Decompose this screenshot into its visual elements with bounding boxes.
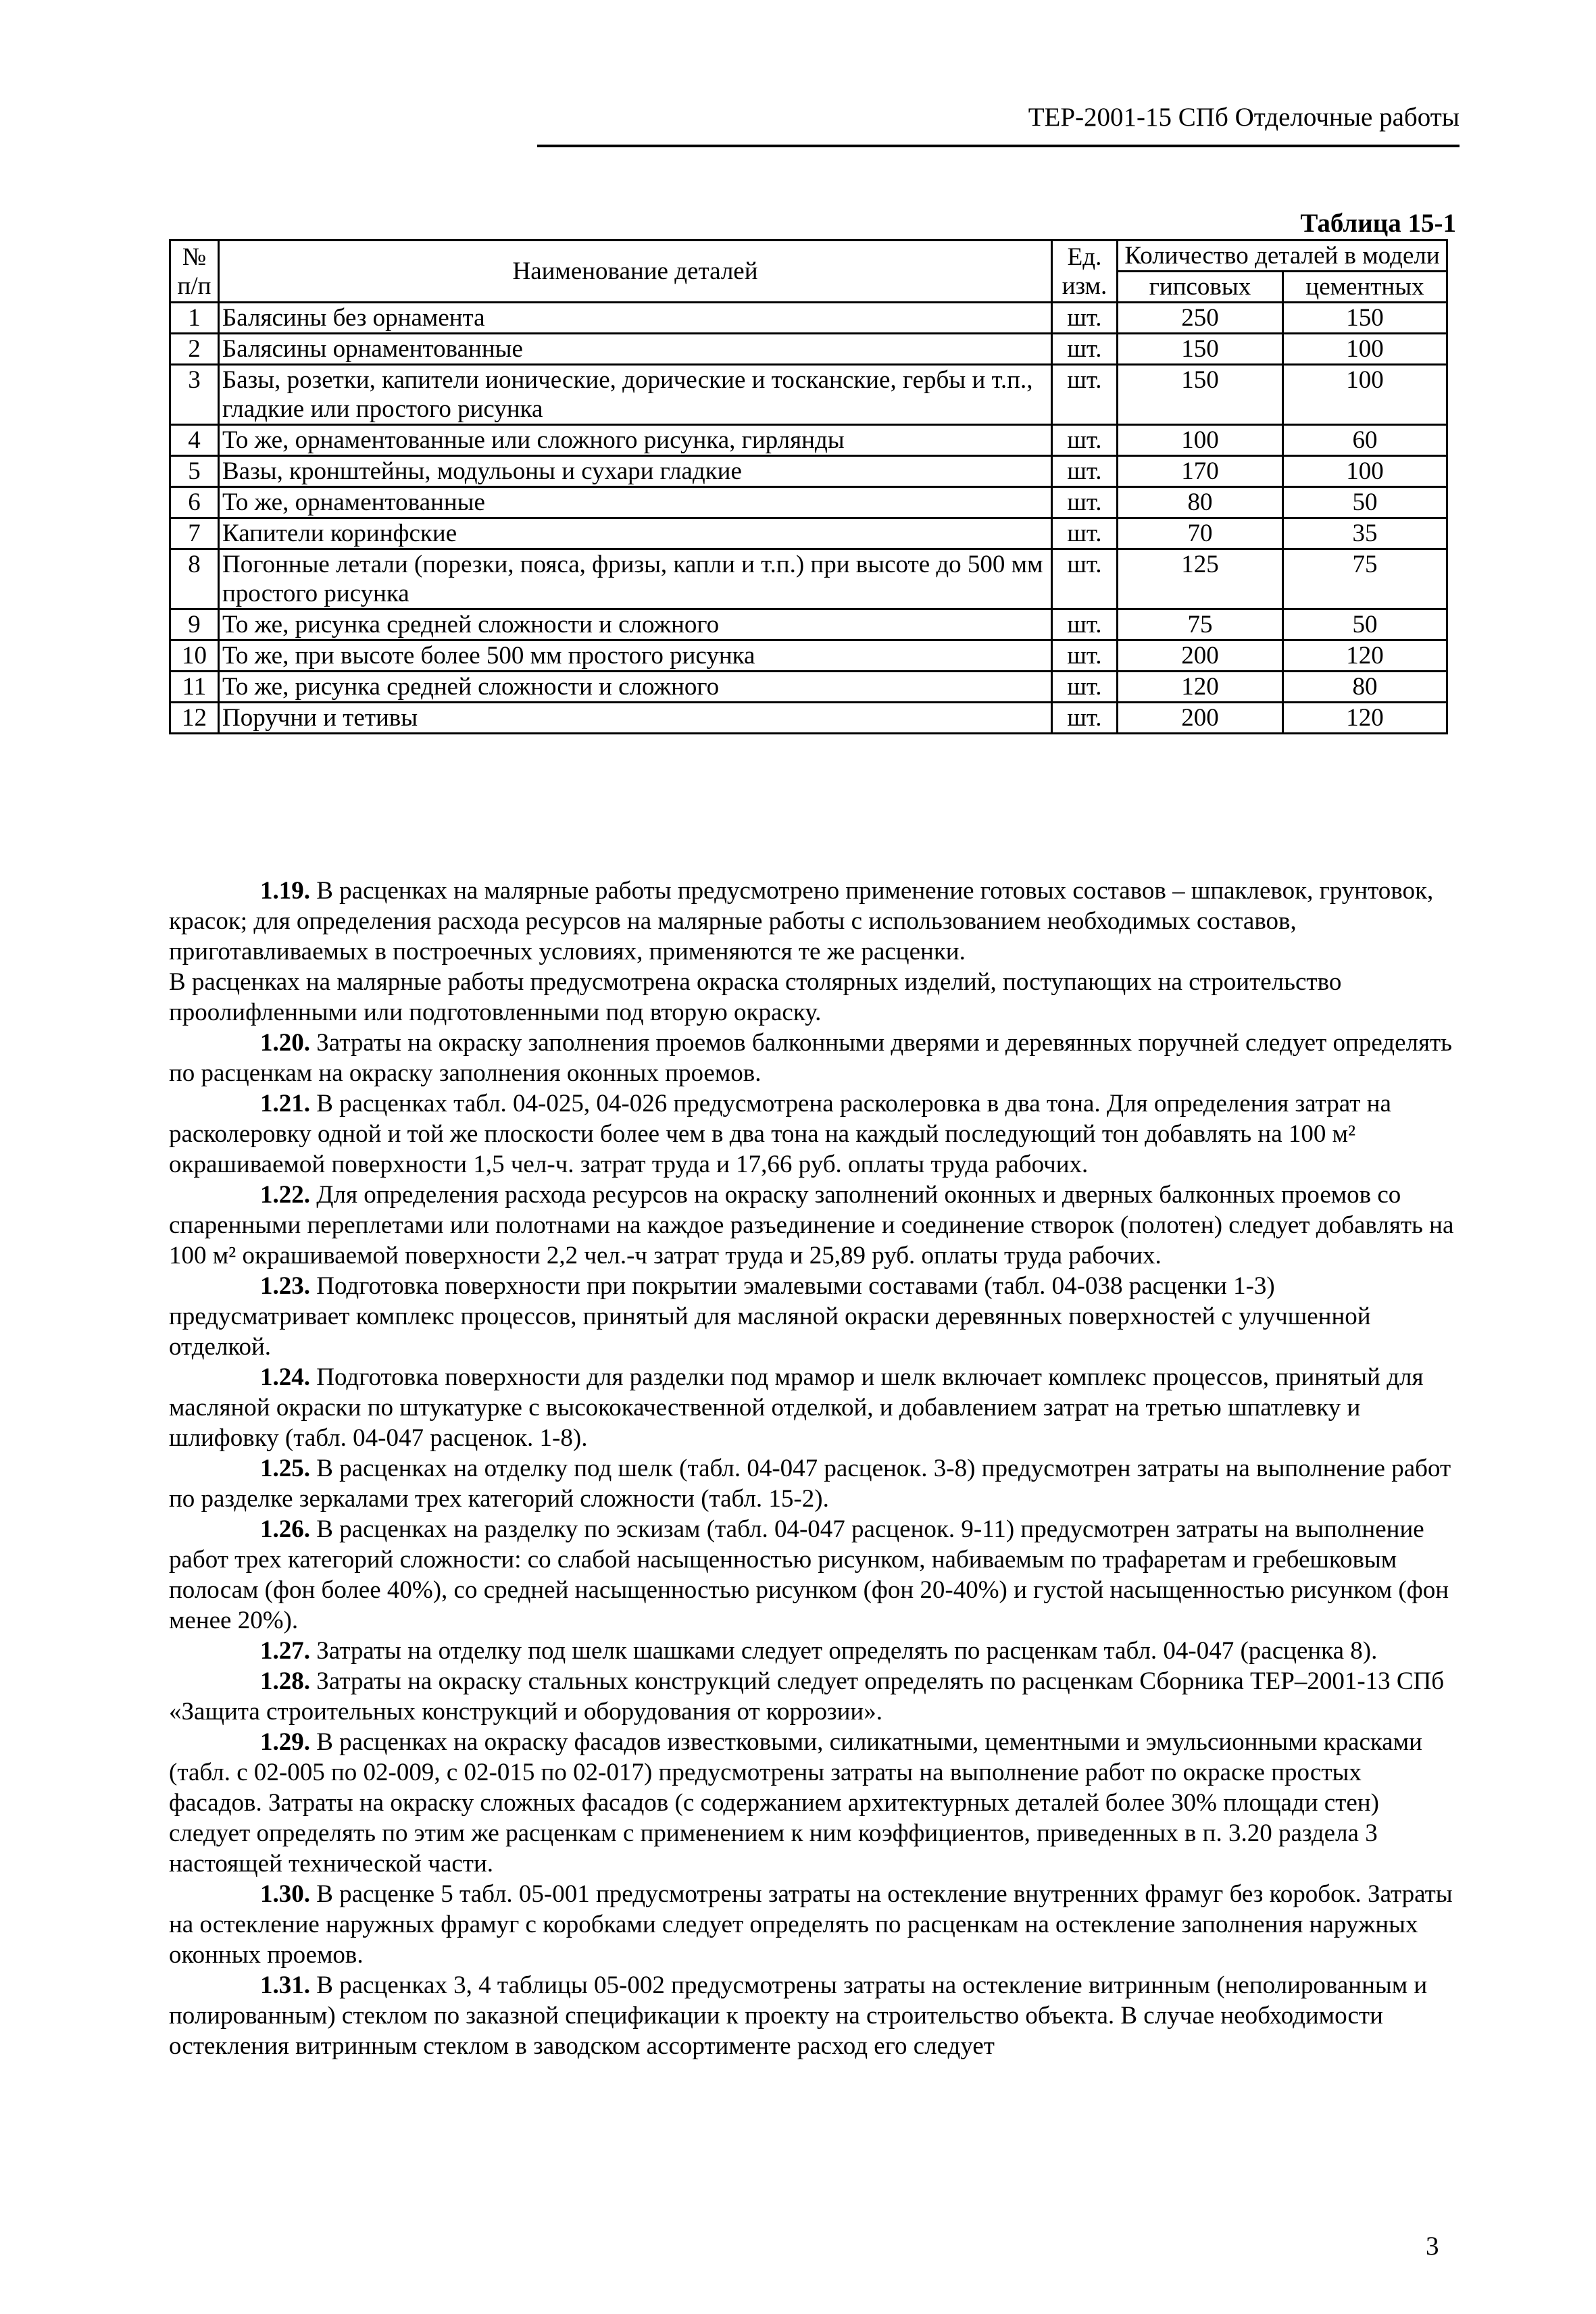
cell-gypsum: 200 (1118, 640, 1283, 672)
paragraph-text: В расценке 5 табл. 05-001 предусмотрены затраты на остекление внутренних фрамуг без коробок. Затраты на остекление наружных фрамуг с коробками следует определять по расценкам на остекление заполнения наружных оконных проемов. (169, 1880, 1453, 1969)
cell-name: То же, орнаментованные или сложного рисунка, гирлянды (219, 425, 1052, 456)
cell-cement: 75 (1283, 549, 1447, 609)
paragraph (169, 1727, 1460, 1879)
paragraph (169, 1879, 1460, 1970)
table-row (170, 425, 1447, 456)
table-row (170, 609, 1447, 640)
header-gypsum: гипсовых (1118, 272, 1283, 303)
cell-gypsum: 150 (1118, 365, 1283, 425)
cell-gypsum: 125 (1118, 549, 1283, 609)
cell-unit: шт. (1052, 303, 1118, 334)
cell-cement: 50 (1283, 487, 1447, 518)
cell-unit: шт. (1052, 518, 1118, 549)
paragraph (169, 1362, 1460, 1453)
paragraph (169, 1514, 1460, 1636)
paragraph (169, 876, 1460, 967)
paragraph-number: 1.26. (260, 1515, 310, 1543)
cell-cement: 60 (1283, 425, 1447, 456)
cell-name: Балясины без орнамента (219, 303, 1052, 334)
paragraph-number: 1.31. (260, 1971, 310, 1999)
paragraph (169, 967, 1460, 1028)
cell-gypsum: 70 (1118, 518, 1283, 549)
cell-gypsum: 75 (1118, 609, 1283, 640)
cell-cement: 120 (1283, 640, 1447, 672)
cell-cement: 150 (1283, 303, 1447, 334)
cell-cement: 100 (1283, 365, 1447, 425)
cell-gypsum: 120 (1118, 672, 1283, 703)
header-qty-group: Количество деталей в модели (1118, 241, 1447, 272)
paragraph-text: Затраты на окраску заполнения проемов балконными дверями и деревянных поручней следует определять по расценкам на окраску заполнения оконных проемов. (169, 1029, 1453, 1087)
cell-cement: 35 (1283, 518, 1447, 549)
paragraph-text: В расценках на малярные работы предусмотрена окраска столярных изделий, поступающих на строительство проолифленными или подготовленными под вторую окраску. (169, 968, 1342, 1026)
cell-gypsum: 170 (1118, 456, 1283, 487)
cell-unit: шт. (1052, 703, 1118, 734)
table-row (170, 518, 1447, 549)
header-cement: цементных (1283, 272, 1447, 303)
paragraph (169, 1088, 1460, 1180)
page-header (537, 101, 1460, 147)
cell-num: 8 (170, 549, 219, 609)
cell-unit: шт. (1052, 609, 1118, 640)
table-row (170, 303, 1447, 334)
cell-num: 10 (170, 640, 219, 672)
paragraph-number: 1.28. (260, 1667, 310, 1695)
cell-gypsum: 80 (1118, 487, 1283, 518)
table-row (170, 672, 1447, 703)
cell-unit: шт. (1052, 365, 1118, 425)
table-row (170, 365, 1447, 425)
cell-num: 12 (170, 703, 219, 734)
table-row (170, 487, 1447, 518)
table-row (170, 640, 1447, 672)
paragraph-text: В расценках на отделку под шелк (табл. 04-047 расценок. 3-8) предусмотрен затраты на выполнение работ по разделке зеркалами трех категорий сложности (табл. 15-2). (169, 1455, 1451, 1513)
cell-unit: шт. (1052, 672, 1118, 703)
cell-unit: шт. (1052, 334, 1118, 365)
cell-num: 7 (170, 518, 219, 549)
cell-name: Вазы, кронштейны, модульоны и сухари гладкие (219, 456, 1052, 487)
table-row (170, 334, 1447, 365)
cell-num: 9 (170, 609, 219, 640)
cell-cement: 100 (1283, 334, 1447, 365)
paragraph-number: 1.20. (260, 1029, 310, 1057)
cell-gypsum: 200 (1118, 703, 1283, 734)
paragraph-text: Для определения расхода ресурсов на окраску заполнений оконных и дверных балконных проемов со спаренными переплетами или полотнами на каждое разъединение и соединение створок (полотен) следует добавлять на 100 м² окрашиваемой поверхности 2,2 чел.-ч затрат труда и 25,89 руб. оплаты труда рабочих. (169, 1181, 1454, 1269)
paragraph-number: 1.23. (260, 1272, 310, 1300)
header-unit: Ед. изм. (1052, 241, 1118, 303)
document-title: ТЕР-2001-15 СПб Отделочные работы (1028, 103, 1460, 132)
cell-unit: шт. (1052, 456, 1118, 487)
paragraph (169, 1271, 1460, 1362)
paragraph-text: Подготовка поверхности при покрытии эмалевыми составами (табл. 04-038 расценки 1-3) предусматривает комплекс процессов, принятый для масляной окраски деревянных поверхностей с улучшенной отделкой. (169, 1272, 1371, 1361)
cell-cement: 100 (1283, 456, 1447, 487)
table-header-row (170, 241, 1447, 272)
cell-name: Балясины орнаментованные (219, 334, 1052, 365)
paragraph-number: 1.21. (260, 1090, 310, 1117)
cell-name: То же, рисунка средней сложности и сложного (219, 672, 1052, 703)
paragraph-text: В расценках табл. 04-025, 04-026 предусмотрена расколеровка в два тона. Для определения затрат на расколеровку одной и той же плоскости более чем в два тона на каждый последующий тон добавлять на 100 м² окрашиваемой поверхности 1,5 чел-ч. затрат труда и 17,66 руб. оплаты труда рабочих. (169, 1090, 1391, 1178)
paragraph-text: В расценках на разделку по эскизам (табл. 04-047 расценок. 9-11) предусмотрен затраты на выполнение работ трех категорий сложности: со слабой насыщенностью рисунком, набиваемым по трафаретам и гребешковым полосам (фон более 40%), со средней насыщенностью рисунком (фон 20-40%) и густой насыщенностью рисунком (фон менее 20%). (169, 1515, 1449, 1634)
cell-name: То же, орнаментованные (219, 487, 1052, 518)
paragraph-number: 1.24. (260, 1363, 310, 1391)
cell-unit: шт. (1052, 487, 1118, 518)
paragraph-number: 1.30. (260, 1880, 310, 1908)
cell-name: То же, при высоте более 500 мм простого рисунка (219, 640, 1052, 672)
paragraph-text: Затраты на окраску стальных конструкций следует определять по расценкам Сборника ТЕР–2001-13 СПб «Защита строительных конструкций и оборудования от коррозии». (169, 1667, 1445, 1726)
cell-num: 2 (170, 334, 219, 365)
cell-unit: шт. (1052, 549, 1118, 609)
cell-name: Поручни и тетивы (219, 703, 1052, 734)
paragraph-text: В расценках 3, 4 таблицы 05-002 предусмотрены затраты на остекление витринным (неполированным и полированным) стеклом по заказной спецификации к проекту на строительство объекта. В случае необходимости остекления витринным стеклом в заводском ассортименте расход его следует (169, 1971, 1428, 2060)
paragraph (169, 1453, 1460, 1514)
header-num: № п/п (170, 241, 219, 303)
paragraph-number: 1.19. (260, 877, 310, 905)
paragraph-text: В расценках на малярные работы предусмотрено применение готовых составов – шпаклевок, грунтовок, красок; для определения расхода ресурсов на малярные работы с использованием необходимых составов, приготавливаемых в построечных условиях, применяются те же расценки. (169, 877, 1434, 965)
paragraph-text: В расценках на окраску фасадов известковыми, силикатными, цементными и эмульсионными красками (табл. с 02-005 по 02-009, с 02-015 по 02-017) предусмотрены затраты на выполнение работ по окраске простых фасадов. Затраты на окраску сложных фасадов (с содержанием архитектурных деталей более 30% площади стен) следует определять по этим же расценкам с применением к ним коэффициентов, приведенных в п. 3.20 раздела 3 настоящей технической части. (169, 1728, 1422, 1878)
cell-gypsum: 150 (1118, 334, 1283, 365)
cell-cement: 80 (1283, 672, 1447, 703)
paragraph (169, 1666, 1460, 1727)
paragraph-number: 1.22. (260, 1181, 310, 1209)
details-table (169, 239, 1448, 734)
paragraph (169, 1028, 1460, 1088)
paragraph-text: Затраты на отделку под шелк шашками следует определять по расценкам табл. 04-047 (расценка 8). (310, 1637, 1378, 1665)
paragraph-number: 1.27. (260, 1637, 310, 1665)
table-body (170, 303, 1447, 734)
cell-cement: 120 (1283, 703, 1447, 734)
paragraph (169, 1180, 1460, 1271)
cell-name: Базы, розетки, капители ионические, дорические и тосканские, гербы и т.п., гладкие или простого рисунка (219, 365, 1052, 425)
cell-num: 6 (170, 487, 219, 518)
technical-notes (169, 876, 1460, 2061)
cell-num: 5 (170, 456, 219, 487)
paragraph (169, 1636, 1460, 1666)
page-number: 3 (1426, 2232, 1439, 2261)
cell-name: Капители коринфские (219, 518, 1052, 549)
cell-gypsum: 250 (1118, 303, 1283, 334)
cell-num: 11 (170, 672, 219, 703)
cell-num: 1 (170, 303, 219, 334)
paragraph-text: Подготовка поверхности для разделки под мрамор и шелк включает комплекс процессов, принятый для масляной окраски по штукатурке с высококачественной отделкой, и добавлением затрат на третью шпатлевку и шлифовку (табл. 04-047 расценок. 1-8). (169, 1363, 1424, 1452)
table-caption: Таблица 15-1 (1300, 209, 1456, 238)
cell-unit: шт. (1052, 425, 1118, 456)
cell-name: То же, рисунка средней сложности и сложного (219, 609, 1052, 640)
paragraph (169, 1970, 1460, 2061)
table-row (170, 549, 1447, 609)
table-row (170, 703, 1447, 734)
cell-cement: 50 (1283, 609, 1447, 640)
header-name: Наименование деталей (219, 241, 1052, 303)
paragraph-number: 1.29. (260, 1728, 310, 1756)
cell-num: 4 (170, 425, 219, 456)
paragraph-number: 1.25. (260, 1455, 310, 1482)
table-row (170, 456, 1447, 487)
cell-num: 3 (170, 365, 219, 425)
cell-unit: шт. (1052, 640, 1118, 672)
cell-gypsum: 100 (1118, 425, 1283, 456)
cell-name: Погонные летали (порезки, пояса, фризы, капли и т.п.) при высоте до 500 мм простого рисунка (219, 549, 1052, 609)
